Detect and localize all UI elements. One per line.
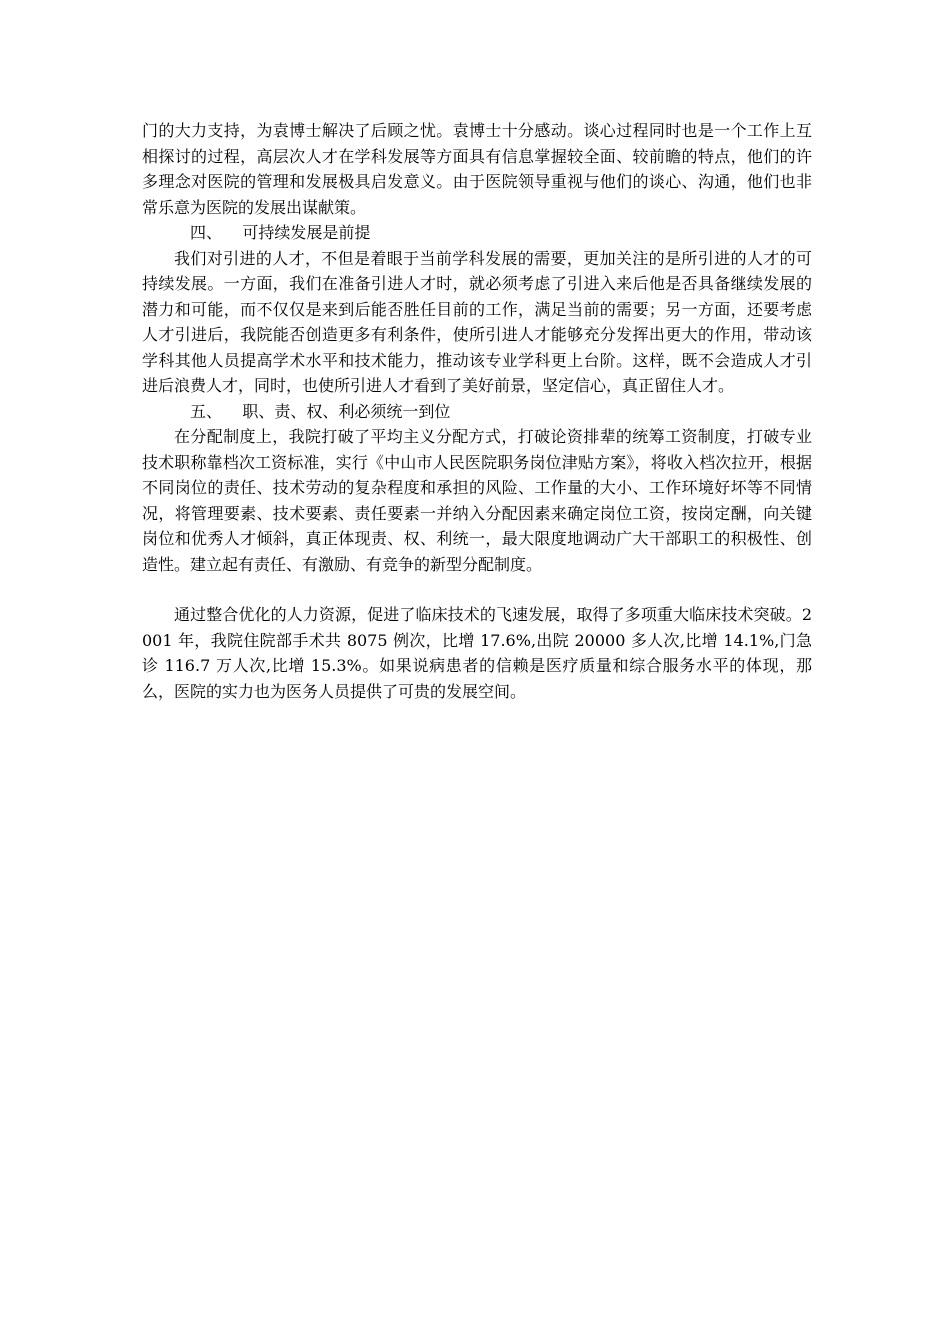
- paragraph-sustainable-development: 我们对引进的人才，不但是着眼于当前学科发展的需要，更加关注的是所引进的人才的可持续发展。一方面，我们在准备引进人才时，就必须考虑了引进入来后他是否具备继续发展的潜力和可能，而不仅仅是来到后能否胜任目前的工作，满足当前的需要；另一方面，还要考虑人才引进后，我院能否创造更多有利条件，使所引进人才能够充分发挥出更大的作用，带动该学科其他人员提高学术水平和技术能力，推动该专业学科更上台阶。这样，既不会造成人才引进后浪费人才，同时，也使所引进人才看到了美好前景，坚定信心，真正留住人才。: [142, 248, 812, 395]
- section-heading-4: 四、 可持续发展是前提: [190, 223, 371, 242]
- paragraph-gap: [142, 577, 812, 602]
- paragraph-distribution-system: 在分配制度上，我院打破了平均主义分配方式，打破论资排辈的统筹工资制度，打破专业技术职称靠档次工资标准，实行《中山市人民医院职务岗位津贴方案》，将收入档次拉开，根据不同岗位的责任、技术劳动的复杂程度和承担的风险、工作量的大小、工作环境好坏等不同情况，将管理要素、技术要素、责任要素一并纳入分配因素来确定岗位工资，按岗定酬，向关键岗位和优秀人才倾斜，真正体现责、权、利统一，最大限度地调动广大干部职工的积极性、创造性。建立起有责任、有激励、有竞争的新型分配制度。: [142, 427, 812, 574]
- section-heading-5: 五、 职、责、权、利必须统一到位: [190, 401, 451, 421]
- paragraph-continuation: 门的大力支持，为袁博士解决了后顾之忧。袁博士十分感动。谈心过程同时也是一个工作上互相探讨的过程，高层次人才在学科发展等方面具有信息掌握较全面、较前瞻的特点，他们的许多理念对医院的管理和发展极具启发意义。由于医院领导重视与他们的谈心、沟通，他们也非常乐意为医院的发展出谋献策。: [142, 121, 812, 217]
- paragraph-clinical-results: 通过整合优化的人力资源，促进了临床技术的飞速发展，取得了多项重大临床技术突破。2001 年，我院住院部手术共 8075 例次，比增 17.6%,出院 20000 多人次,比增 14.1%,门急诊 116.7 万人次,比增 15.3%。如果说病患者的信赖是医疗质量和综合服务水平的体现，那么，医院的实力也为医务人员提供了可贵的发展空间。: [142, 605, 812, 701]
- document-page: [142, 118, 812, 704]
